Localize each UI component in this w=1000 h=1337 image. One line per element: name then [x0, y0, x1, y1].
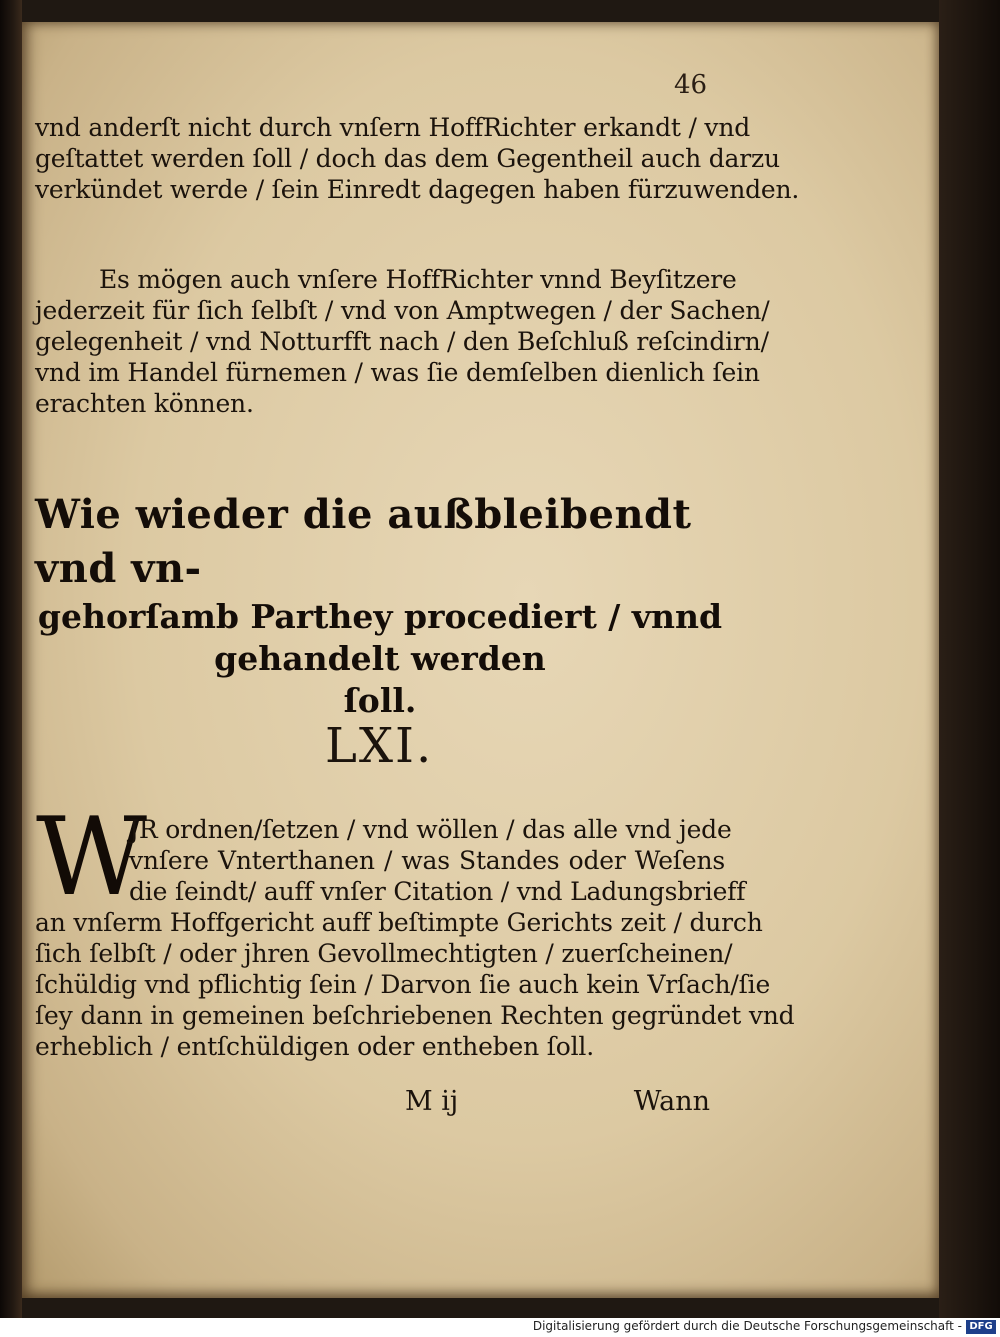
heading-line: gehorſamb Parthey procediert / vnnd [37, 597, 723, 636]
section-heading [35, 488, 725, 722]
paragraph-3-line: an vnſerm Hoffgericht auff beſtimpte Gerichts zeit / durch [35, 908, 763, 937]
ornamental-drop-cap: W [36, 795, 148, 920]
paragraph-1-line: geſtattet werden ſoll / doch das dem Gegentheil auch darzu [35, 144, 780, 173]
paragraph-3-line: ſchüldig vnd pflichtig ſein / Darvon ſie auch kein Vrſach/ſie [35, 970, 771, 999]
dfg-logo-icon: DFG [966, 1320, 996, 1334]
paragraph-2 [35, 264, 770, 419]
paragraph-3-line: JR ordnen/ſetzen / vnd wöllen / das alle vnd jede [129, 815, 732, 844]
scan-background-edge [939, 0, 1000, 1318]
paragraph-2-line: vnd im Handel fürnemen / was ſie demſelben dienlich ſein [35, 358, 760, 387]
paragraph-3-line: ſich ſelbſt / oder jhren Gevollmechtigten / zuerſcheinen/ [35, 939, 733, 968]
paragraph-3-line: vnſere Vnterthanen / was Standes oder Weſens [129, 846, 725, 875]
paragraph-3 [35, 814, 795, 1062]
heading-line: ſoll. [343, 681, 417, 720]
heading-line: gehandelt werden [214, 639, 546, 678]
paragraph-1-line: verkündet werde / ſein Einredt dagegen haben fürzuwenden. [35, 175, 800, 204]
paragraph-3-line: ſey dann in gemeinen beſchriebenen Rechten gegründet vnd [35, 1001, 795, 1030]
footer-credit-text: Digitalisierung gefördert durch die Deutsche Forschungsgemeinschaft - [532, 1319, 962, 1333]
paragraph-2-line: jederzeit für ſich ſelbſt / vnd von Amptwegen / der Sachen/ [35, 296, 770, 325]
heading-line: Wie wieder die außbleibendt vnd vn- [35, 491, 692, 592]
paragraph-1 [35, 112, 800, 205]
paragraph-2-line: gelegenheit / vnd Notturfft nach / den Beſchluß reſcindirn/ [35, 327, 769, 356]
book-spine [0, 0, 22, 1318]
paragraph-2-line: erachten können. [35, 389, 254, 418]
page-number: 46 [674, 70, 708, 100]
signature-mark: M ij [405, 1086, 459, 1117]
paragraph-2-line: Es mögen auch vnſere HoffRichter vnnd Beyſitzere [99, 265, 737, 294]
catchword: Wann [633, 1086, 710, 1117]
paragraph-3-line: die ſeindt/ auff vnſer Citation / vnd Ladungsbrieff [129, 877, 746, 906]
digitization-footer [0, 1318, 1000, 1337]
paragraph-1-line: vnd anderſt nicht durch vnſern HoffRichter erkandt / vnd [35, 113, 751, 142]
paragraph-3-line: erheblich / entſchüldigen oder entheben ſoll. [35, 1032, 594, 1061]
chapter-numeral: LXI. [325, 718, 434, 774]
